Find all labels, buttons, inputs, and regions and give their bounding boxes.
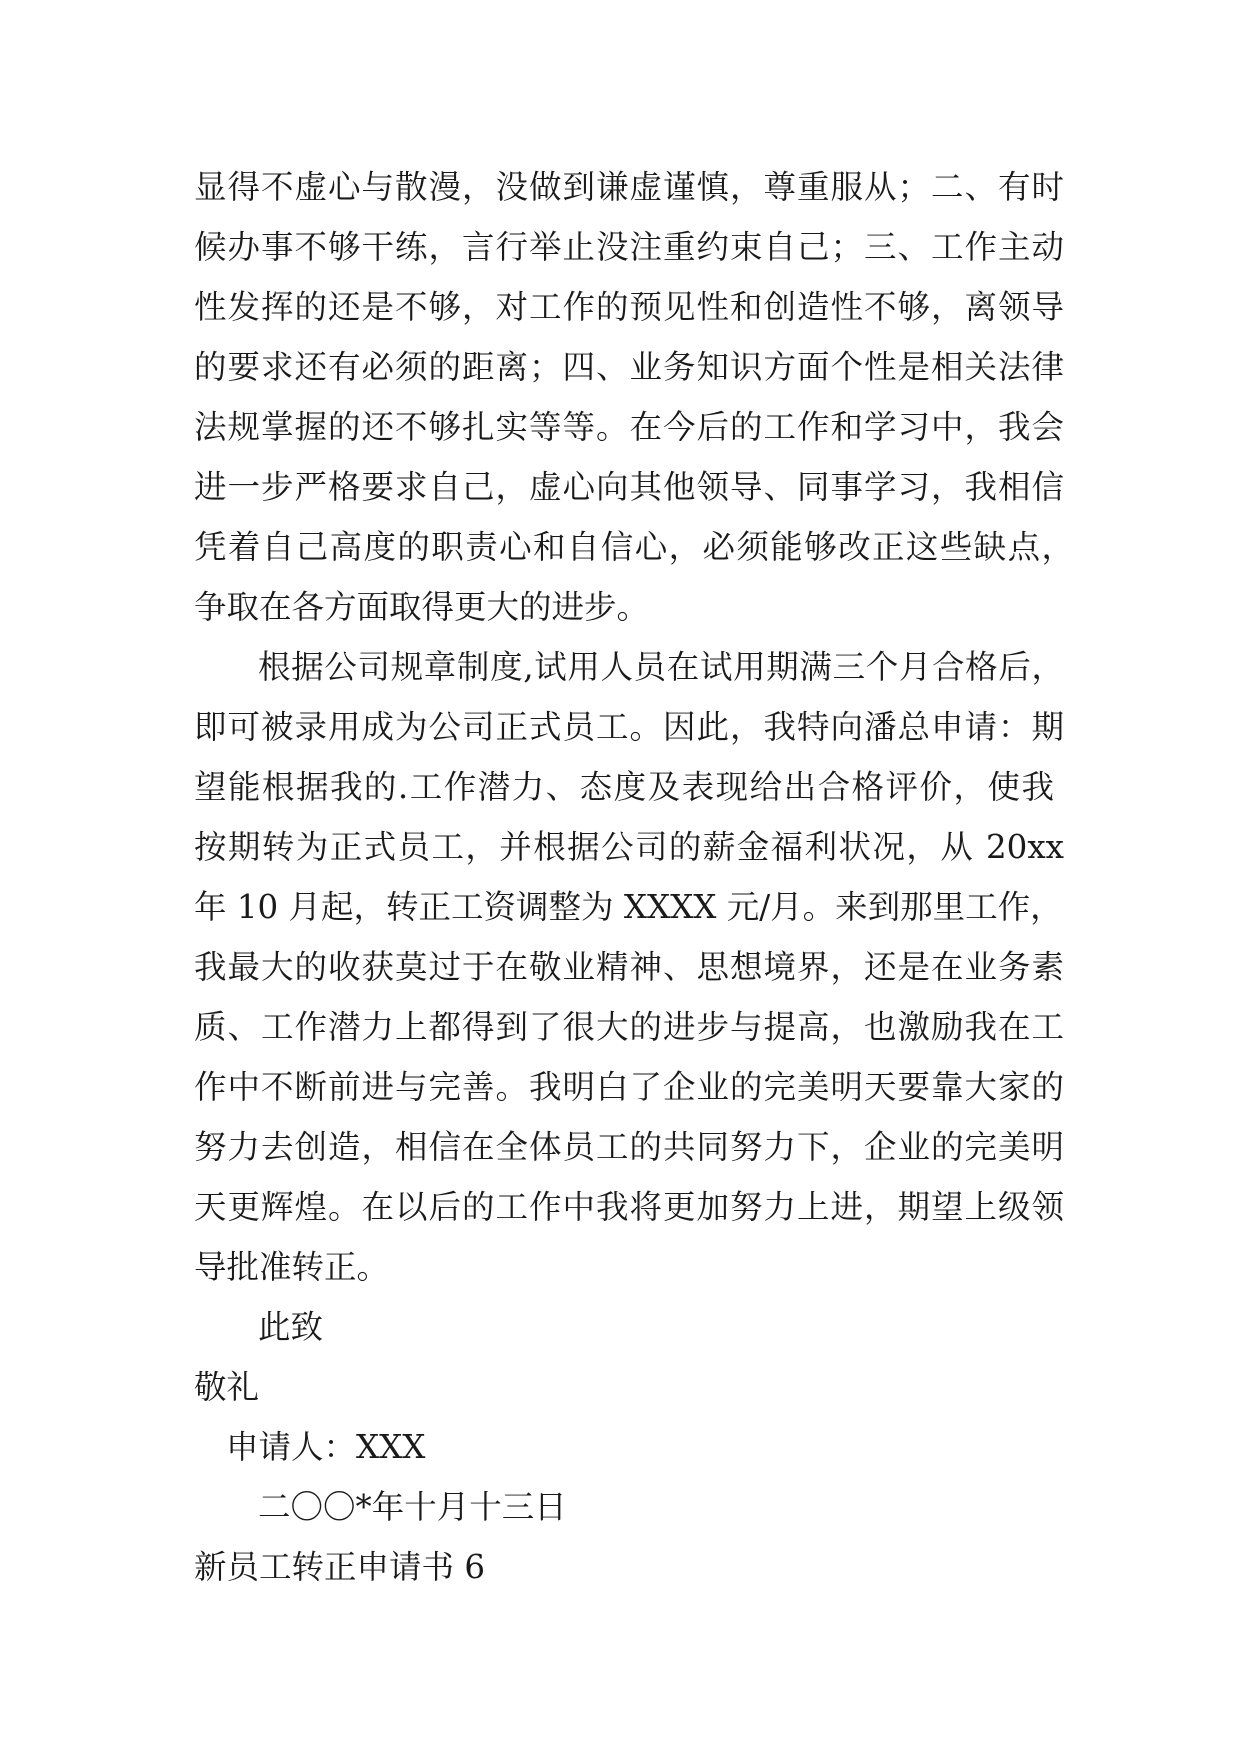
applicant-signature: 申请人：XXX	[226, 1428, 426, 1466]
body-line: 年 10 月起，转正工资调整为 XXXX 元/月。来到那里工作，	[194, 888, 1063, 926]
body-line: 望能根据我的.工作潜力、态度及表现给出合格评价，使我	[194, 768, 1054, 806]
application-date: 二〇〇*年十月十三日	[258, 1488, 567, 1526]
body-line: 我最大的收获莫过于在敬业精神、思想境界，还是在业务素	[194, 948, 1064, 986]
body-line: 性发挥的还是不够，对工作的预见性和创造性不够，离领导	[194, 288, 1064, 326]
paragraph-first-line: 根据公司规章制度,试用人员在试用期满三个月合格后，	[258, 648, 1064, 686]
body-line: 质、工作潜力上都得到了很大的进步与提高，也激励我在工	[194, 1008, 1064, 1046]
body-line: 显得不虚心与散漫，没做到谦虚谨慎，尊重服从；二、有时	[194, 168, 1064, 206]
closing-regards: 敬礼	[194, 1368, 260, 1406]
body-line: 努力去创造，相信在全体员工的共同努力下，企业的完美明	[194, 1128, 1064, 1166]
body-line: 导批准转正。	[194, 1248, 390, 1286]
body-line: 候办事不够干练，言行举止没注重约束自己；三、工作主动	[194, 228, 1064, 266]
next-section-title: 新员工转正申请书 6	[194, 1548, 486, 1586]
body-line: 的要求还有必须的距离；四、业务知识方面个性是相关法律	[194, 348, 1064, 386]
body-line: 按期转为正式员工，并根据公司的薪金福利状况，从 20xx	[194, 828, 1064, 866]
closing-salutation: 此致	[258, 1308, 324, 1346]
body-line: 凭着自己高度的职责心和自信心，必须能够改正这些缺点，	[194, 528, 1074, 566]
body-line: 进一步严格要求自己，虚心向其他领导、同事学习，我相信	[194, 468, 1064, 506]
body-line: 争取在各方面取得更大的进步。	[194, 588, 650, 626]
body-line: 天更辉煌。在以后的工作中我将更加努力上进，期望上级领	[194, 1188, 1064, 1226]
body-line: 作中不断前进与完善。我明白了企业的完美明天要靠大家的	[194, 1068, 1064, 1106]
body-line: 法规掌握的还不够扎实等等。在今后的工作和学习中，我会	[194, 408, 1064, 446]
body-line: 即可被录用成为公司正式员工。因此，我特向潘总申请：期	[194, 708, 1064, 746]
